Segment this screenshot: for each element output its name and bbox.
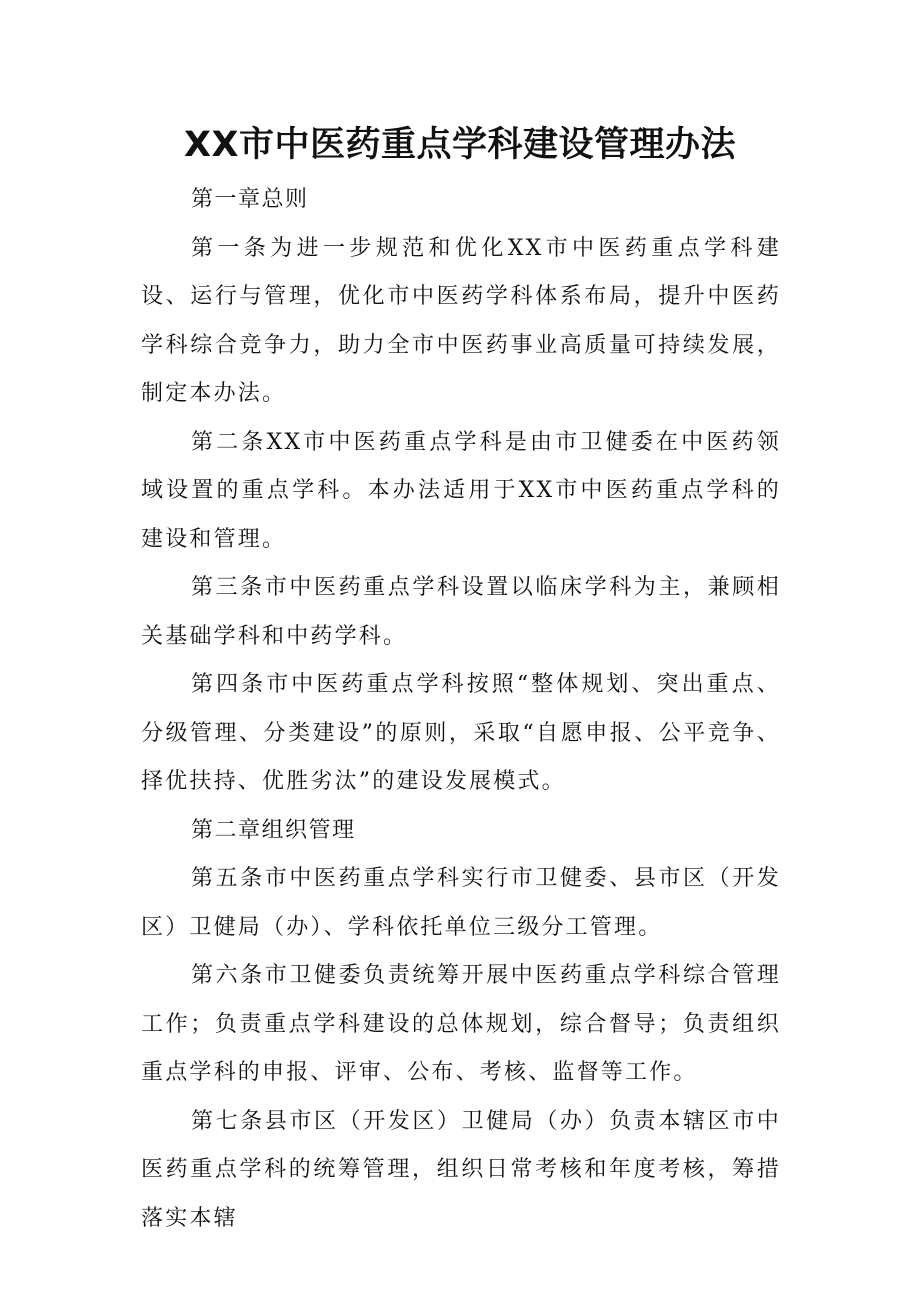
article-6: 第六条市卫健委负责统筹开展中医药重点学科综合管理工作；负责重点学科建设的总体规划，综合督导；负责组织重点学科的申报、评审、公布、考核、监督等工作。 [141, 963, 781, 1085]
chapter-heading-1: 第一章总则 [191, 187, 309, 212]
article-3: 第三条市中医药重点学科设置以临床学科为主，兼顾相关基础学科和中药学科。 [141, 575, 781, 649]
article-1: 第一条为进一步规范和优化XX市中医药重点学科建设、运行与管理，优化市中医药学科体系布局，提升中医药学科综合竞争力，助力全市中医药事业高质量可持续发展，制定本办法。 [141, 235, 781, 406]
article-4: 第四条市中医药重点学科按照“整体规划、突出重点、分级管理、分类建设”的原则，采取“自愿申报、公平竞争、择优扶持、优胜劣汰”的建设发展模式。 [141, 672, 781, 794]
document-body [141, 176, 781, 1243]
article-5: 第五条市中医药重点学科实行市卫健委、县市区（开发区）卫健局（办）、学科依托单位三级分工管理。 [141, 866, 781, 940]
article-2: 第二条XX市中医药重点学科是由市卫健委在中医药领域设置的重点学科。本办法适用于XX市中医药重点学科的建设和管理。 [141, 429, 781, 552]
article-7: 第七条县市区（开发区）卫健局（办）负责本辖区市中医药重点学科的统筹管理，组织日常考核和年度考核，筹措落实本辖 [141, 1108, 781, 1231]
chapter-heading-2: 第二章组织管理 [191, 817, 356, 843]
document-title: XX市中医药重点学科建设管理办法 [184, 125, 736, 165]
